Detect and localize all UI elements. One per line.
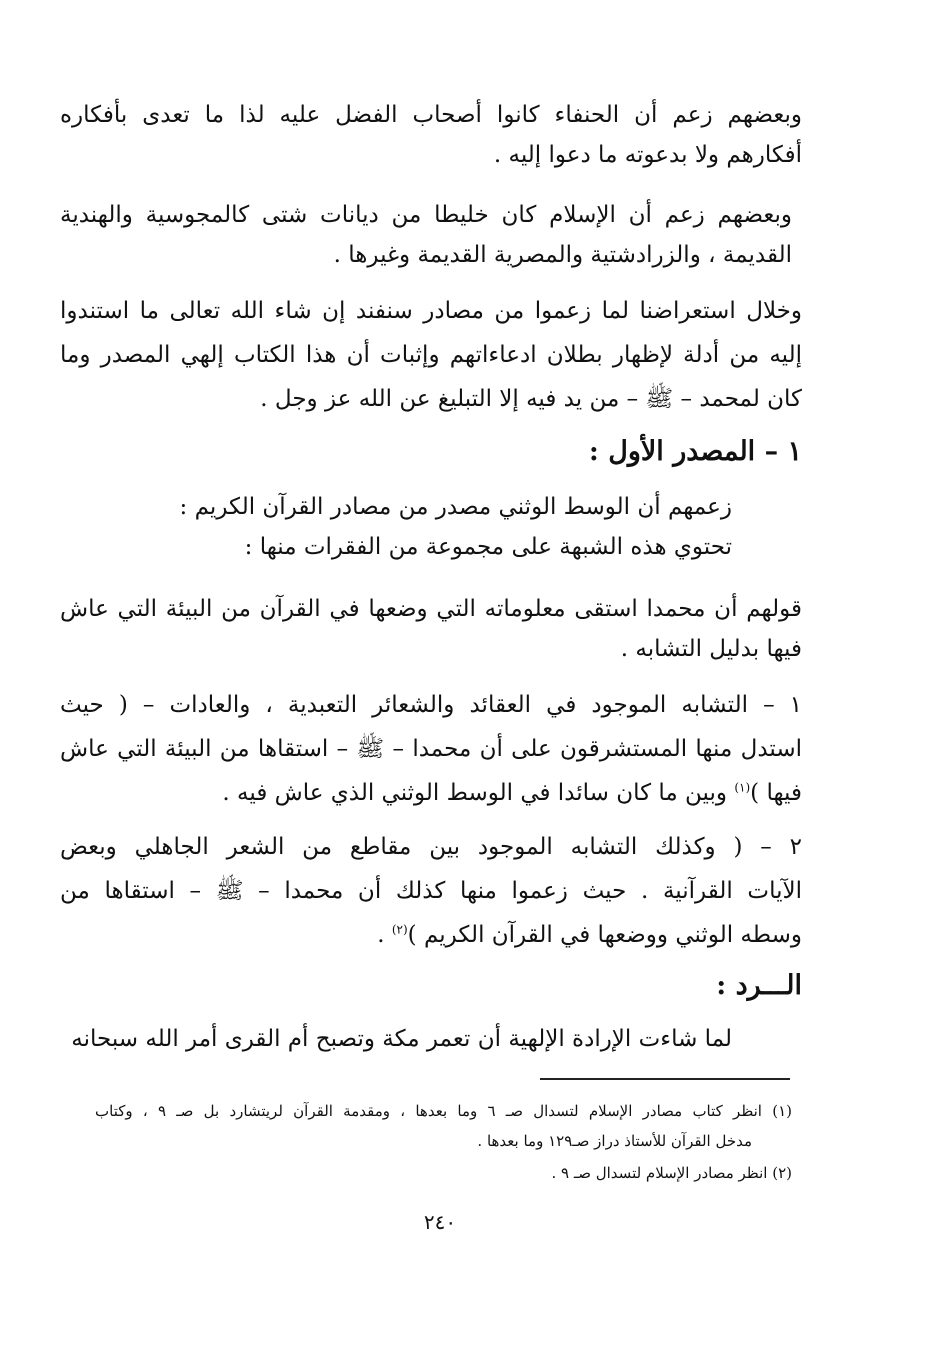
reply-heading-block bbox=[60, 966, 802, 1006]
footnotes bbox=[95, 1100, 792, 1190]
text-line: ١ – التشابه الموجود في العقائد والشعائر التعبدية ، والعادات – ( حيث bbox=[60, 692, 802, 718]
footnote-ref-2: (٢) bbox=[391, 922, 408, 937]
text-line: وبعضهم زعم أن الإسلام كان خليطا من ديانات شتى كالمجوسية والهندية bbox=[60, 202, 792, 228]
text-line bbox=[60, 920, 802, 950]
text-line: كان لمحمد – ﷺ – من يد فيه إلا التبليغ عن الله عز وجل . bbox=[260, 386, 802, 412]
footnote-line: (١) انظر كتاب مصادر الإسلام لتسدال صـ ٦ وما بعدها ، ومقدمة القرآن لريتشارد بل صـ ٩ ، وكتاب bbox=[95, 1102, 793, 1120]
footnote-line: مدخل القرآن للأستاذ دراز صـ١٢٩ وما بعدها . bbox=[477, 1132, 752, 1150]
text-line: تحتوي هذه الشبهة على مجموعة من الفقرات منها : bbox=[244, 534, 732, 560]
text-line: زعمهم أن الوسط الوثني مصدر من مصادر القرآن الكريم : bbox=[179, 494, 732, 520]
page-number: ٢٤٠ bbox=[423, 1210, 457, 1234]
text-line: أفكارهم ولا بدعوته ما دعوا إليه . bbox=[493, 142, 802, 168]
reply-heading: الـــرد : bbox=[716, 970, 802, 1001]
footnote-separator bbox=[540, 1078, 790, 1080]
text-line: قولهم أن محمدا استقى معلوماته التي وضعها في القرآن من البيئة التي عاش bbox=[60, 596, 802, 622]
footnote-ref-1: (١) bbox=[734, 780, 751, 795]
text-line: استدل منها المستشرقون على أن محمدا – ﷺ – استقاها من البيئة التي عاش bbox=[60, 736, 802, 762]
text-line: إليه من أدلة لإظهار بطلان ادعاءاتهم وإثبات أن هذا الكتاب إلهي المصدر وما bbox=[60, 342, 802, 368]
section-heading bbox=[60, 432, 802, 472]
text-line bbox=[60, 778, 802, 808]
text-line: القديمة ، والزرادشتية والمصرية القديمة وغيرها . bbox=[333, 242, 792, 268]
text-line: وخلال استعراضنا لما زعموا من مصادر سنفند إن شاء الله تعالى ما استندوا bbox=[60, 298, 802, 324]
footnote-line: (٢) انظر مصادر الإسلام لتسدال صـ ٩ . bbox=[551, 1164, 792, 1182]
text-line: الآيات القرآنية . حيث زعموا منها كذلك أن محمدا – ﷺ – استقاها من bbox=[60, 878, 802, 904]
text-segment: وسطه الوثني ووضعها في القرآن الكريم ) bbox=[407, 922, 802, 948]
paragraph-claim bbox=[60, 594, 802, 668]
text-segment: . bbox=[377, 922, 392, 948]
point-2 bbox=[60, 832, 802, 956]
paragraph-review bbox=[60, 296, 802, 420]
text-segment: فيها ) bbox=[750, 780, 802, 806]
paragraph-mixture bbox=[60, 200, 792, 274]
reply-text bbox=[71, 1024, 732, 1060]
text-line: ٢ – ( وكذلك التشابه الموجود بين مقاطع من الشعر الجاهلي وبعض bbox=[60, 834, 802, 860]
intro-block bbox=[150, 492, 732, 572]
point-1 bbox=[60, 690, 802, 814]
paragraph-hunafa bbox=[60, 100, 802, 174]
heading-first-source: ١ – المصدر الأول : bbox=[588, 436, 802, 467]
text-line: فيها بدليل التشابه . bbox=[620, 636, 802, 662]
text-line: وبعضهم زعم أن الحنفاء كانوا أصحاب الفضل عليه لذا ما تعدى بأفكاره bbox=[60, 102, 802, 128]
text-segment: وبين ما كان سائدا في الوسط الوثني الذي عاش فيه . bbox=[222, 780, 735, 806]
text-line: لما شاءت الإرادة الإلهية أن تعمر مكة وتصبح أم القرى أمر الله سبحانه bbox=[71, 1026, 732, 1052]
